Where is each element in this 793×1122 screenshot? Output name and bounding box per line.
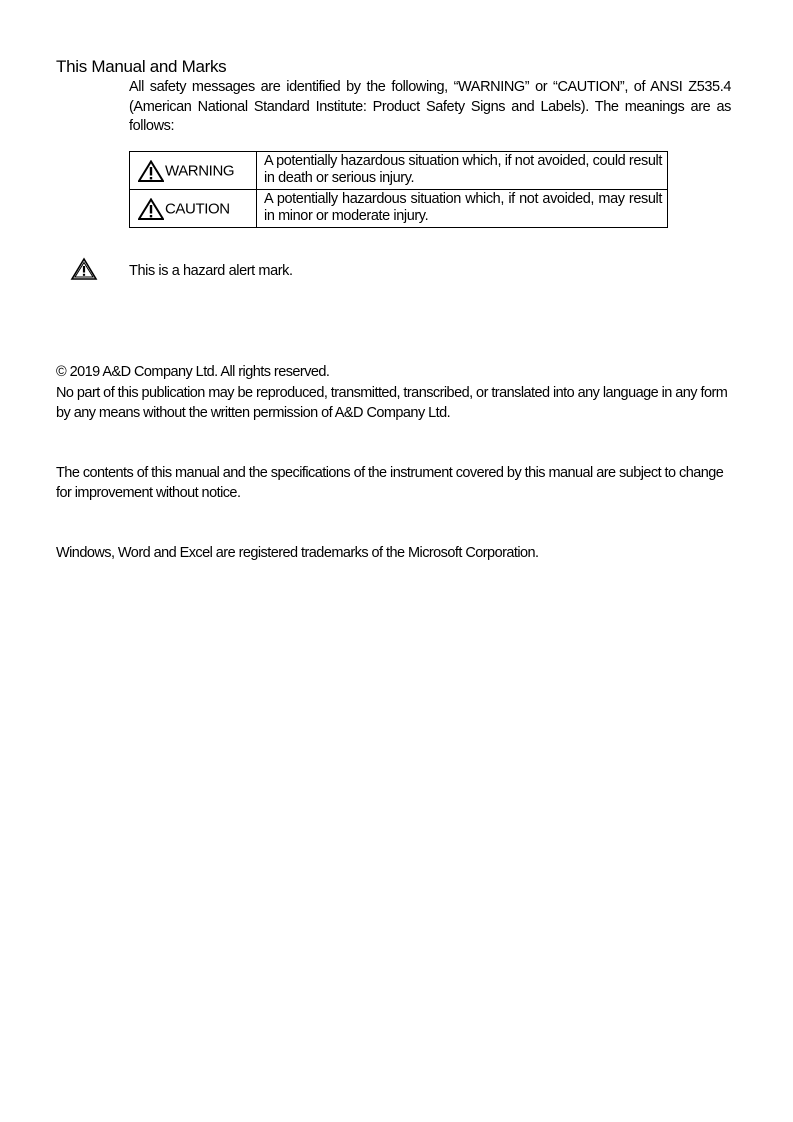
hazard-alert-icon bbox=[70, 257, 98, 281]
table-row bbox=[130, 190, 668, 228]
specifications-notice: The contents of this manual and the specifications of the instrument covered by this manual are subject to change for improvement without notice. bbox=[56, 465, 724, 501]
hazard-alert-row bbox=[70, 257, 470, 283]
table-row bbox=[130, 152, 668, 190]
warning-triangle-icon bbox=[138, 198, 164, 220]
signal-word-table bbox=[129, 151, 668, 228]
copyright-notice: © 2019 A&D Company Ltd. All rights reserved. bbox=[56, 364, 330, 380]
hazard-alert-text: This is a hazard alert mark. bbox=[129, 263, 293, 279]
signal-word-cell bbox=[130, 152, 257, 190]
signal-word-meaning: A potentially hazardous situation which, if not avoided, may result in minor or moderate injury. bbox=[257, 190, 668, 228]
intro-paragraph: All safety messages are identified by the following, “WARNING” or “CAUTION”, of ANSI Z535.4 (American National Standard Institute: Product Safety Signs and Labels). The meanings are as follows: bbox=[129, 79, 731, 134]
signal-word-label: WARNING bbox=[165, 162, 235, 179]
signal-word-cell bbox=[130, 190, 257, 228]
signal-word-meaning: A potentially hazardous situation which, if not avoided, could result in death or serious injury. bbox=[257, 152, 668, 190]
signal-word-label: CAUTION bbox=[165, 200, 230, 217]
trademarks-notice: Windows, Word and Excel are registered trademarks of the Microsoft Corporation. bbox=[56, 545, 539, 561]
warning-triangle-icon bbox=[138, 160, 164, 182]
reproduction-notice: No part of this publication may be reproduced, transmitted, transcribed, or translated into any language in any form by any means without the written permission of A&D Company Ltd. bbox=[56, 385, 728, 421]
section-title: This Manual and Marks bbox=[56, 57, 227, 76]
